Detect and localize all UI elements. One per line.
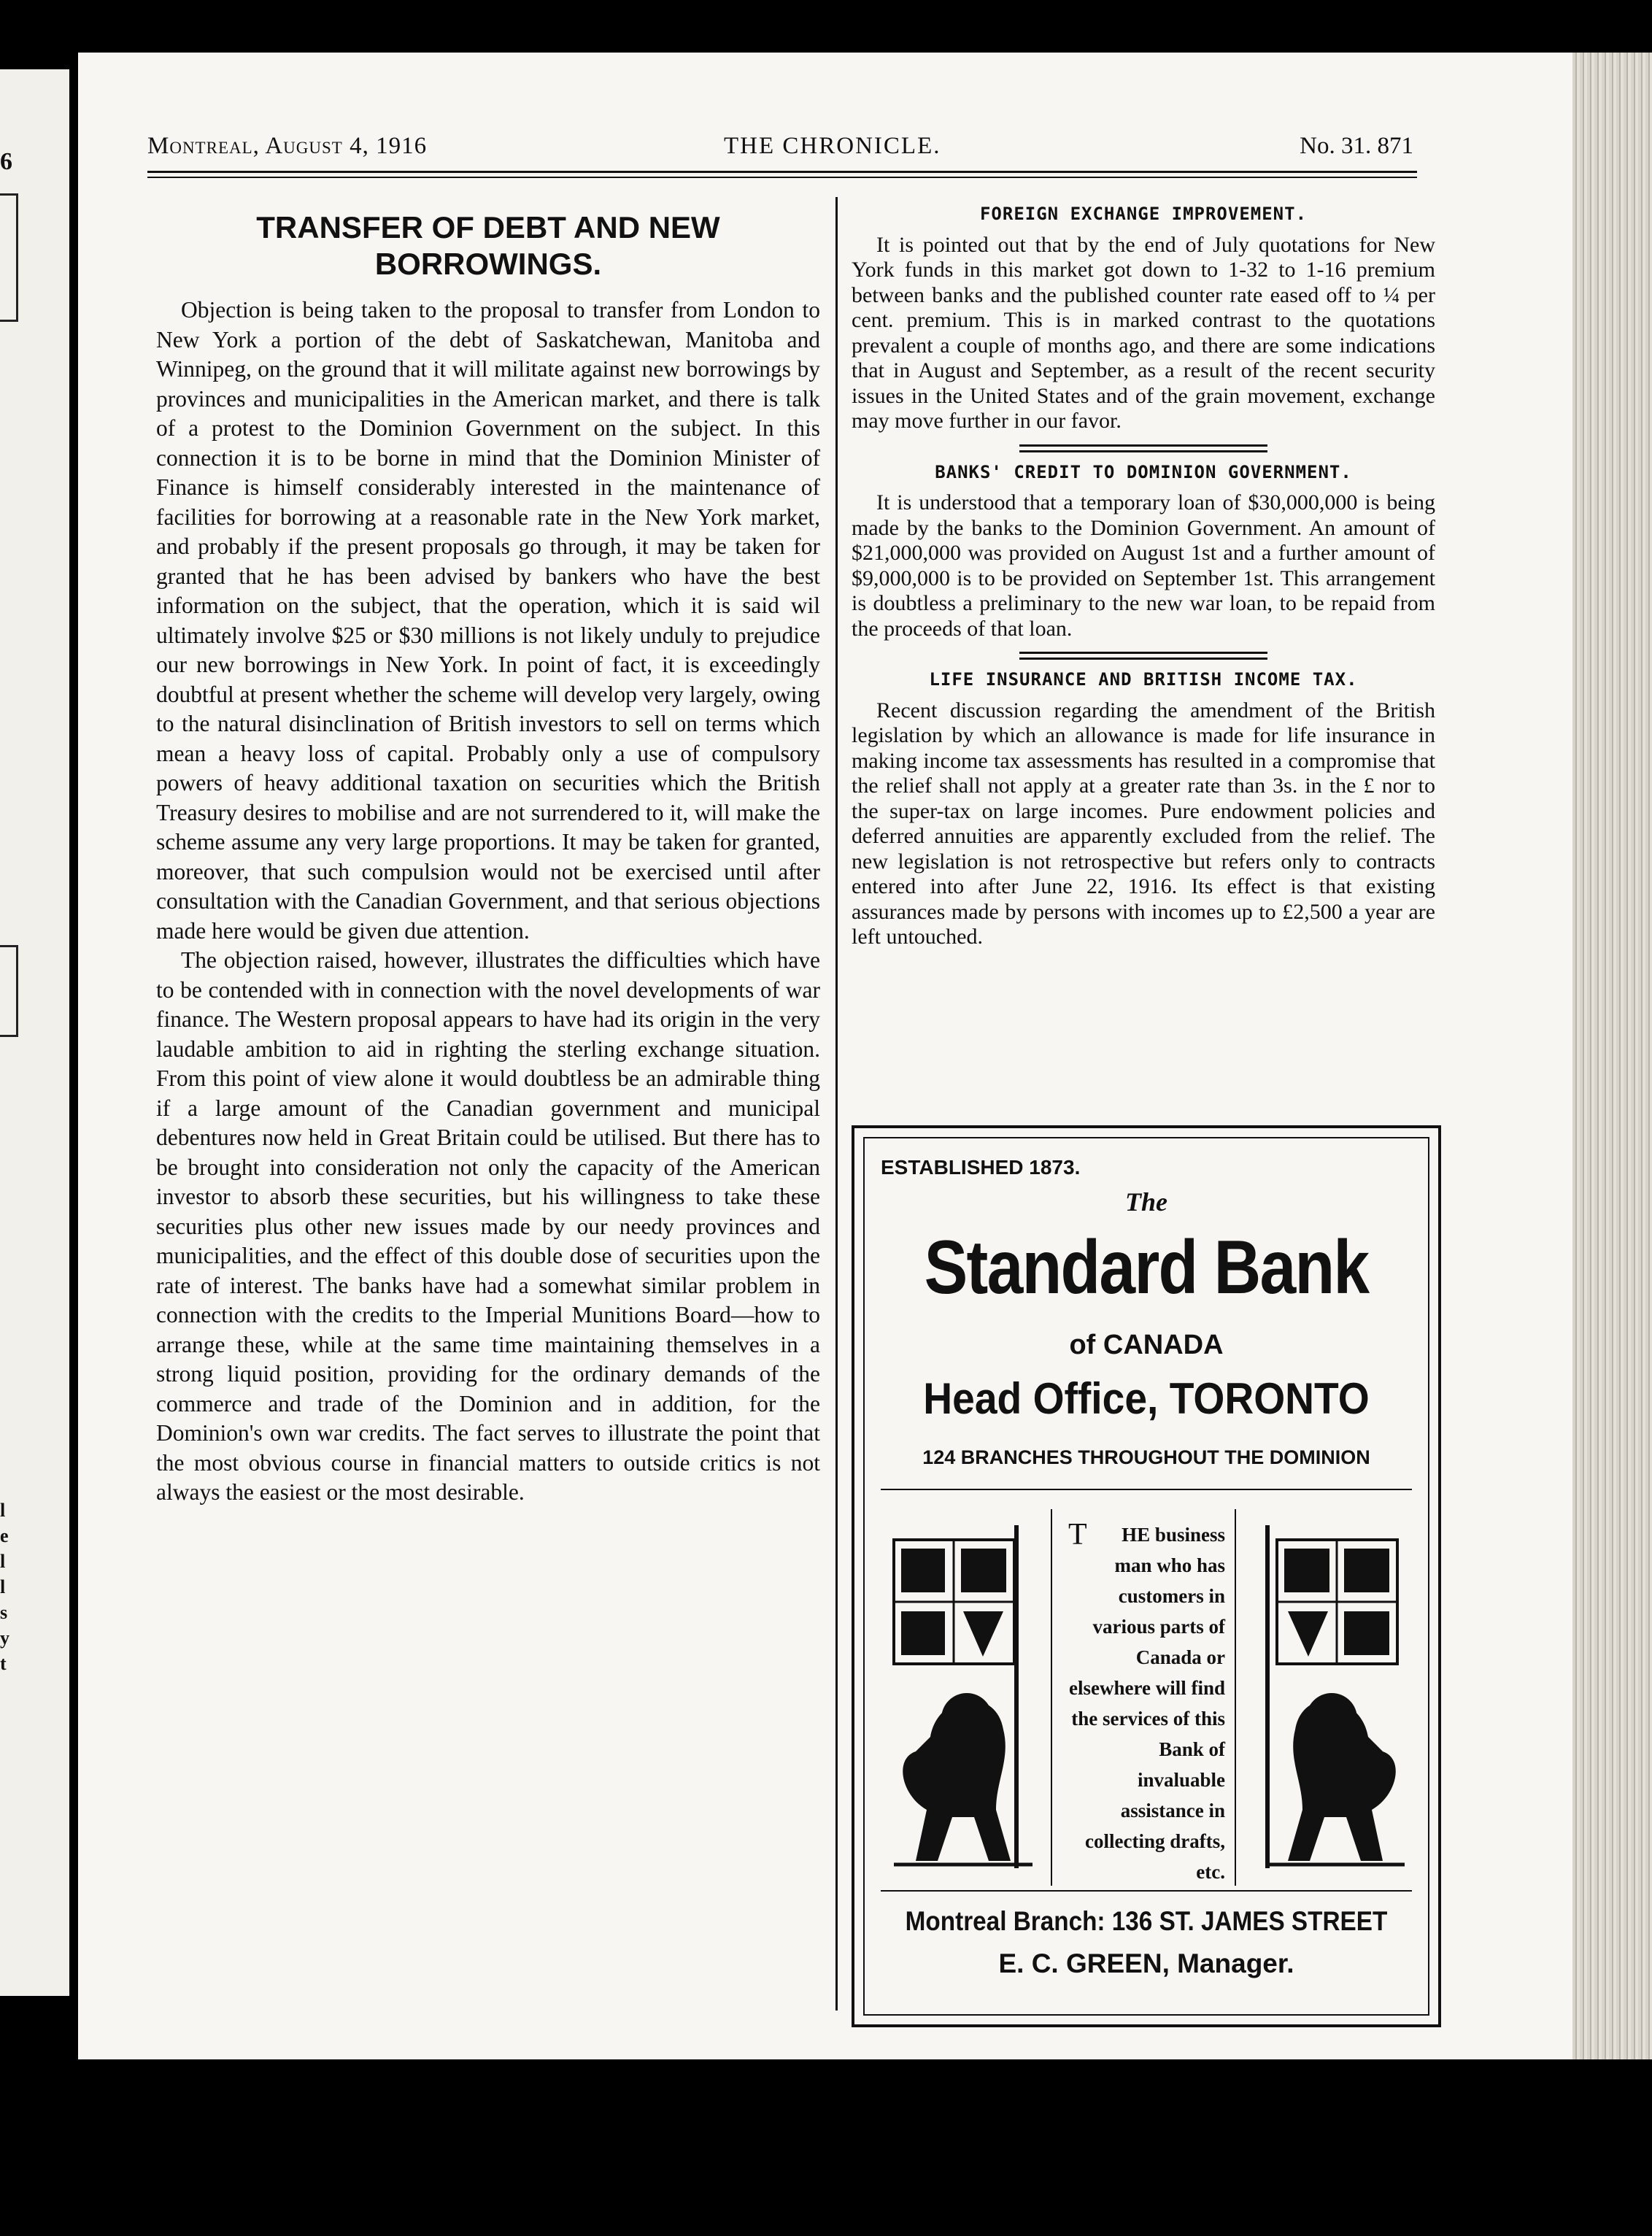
- ad-of-canada: of CANADA: [1069, 1330, 1224, 1360]
- coat-of-arms-icon: [887, 1518, 1040, 1875]
- ad-dropcap: T: [1068, 1518, 1087, 1551]
- left-page-fragment: y: [0, 1627, 9, 1649]
- ad-manager: E. C. GREEN, Manager.: [998, 1948, 1294, 1978]
- left-page-fragment: e: [0, 1525, 9, 1546]
- article-separator: [1019, 652, 1267, 660]
- ad-branches: 124 BRANCHES THROUGHOUT THE DOMINION: [922, 1446, 1370, 1468]
- main-article-paragraph: Objection is being taken to the proposal to transfer from London to New York a portion of the debt of Saskatchewan, Manitoba and Winnipeg, on the ground that it will militate against new borrowings by provinces and municipalities in the American market, and there is talk of a protest to the Dominion Government on the subject. In this connection it is to be borne in mind that the Dominion Minister of Finance is himself considerably interested in the maintenance of facilities for borrowing at a reasonable rate in the New York market, and probably if the present proposals go through, it may be taken for granted that he has been advised by bankers who have the best information on the subject, that the operation, which it is said wil ultimately involve $25 or $30 millions is not likely unduly to prejudice our new borrowings in New York. In point of fact, it is exceedingly doubtful at present whether the scheme will develop very largely, owing to the natural disinclination of British investors to sell on terms which mean a heavy loss of capital. Probably only a use of compulsory powers of heavy additional taxation on securities which the British Treasury desires to mobilise and are not surrendered to it, will make the scheme assume any very large proportions. It may be taken for granted, moreover, that such compulsion would not be exercised until after consultation with the Canadian Government, and that serious objections made here would be given due attention.: [156, 297, 820, 944]
- ad-services-text-block: [1068, 1519, 1225, 1887]
- left-page-fragment: l: [0, 1576, 6, 1597]
- ad-rule: [881, 1489, 1412, 1490]
- article-text-life-insurance: Recent discussion regarding the amendment of the British legislation by which an allowance is made for life insurance in making income tax assessments has resulted in a compromise that the relief shall not apply at a greater rate than 3s. in the £ nor to the super-tax on large incomes. Pure endowment policies and deferred annuities are apparently excluded from the relief. The new legislation is not retrospective but refers only to contracts entered into after June 22, 1916. Its effect is that existing assurances made by persons with incomes up to £2,500 a year are left untouched.: [852, 698, 1435, 949]
- right-column: [852, 197, 1435, 950]
- column-divider: [835, 197, 838, 2011]
- left-page-fragment: t: [0, 1653, 7, 1674]
- header-masthead: THE CHRONICLE.: [724, 133, 941, 159]
- article-text-banks-credit: It is understood that a temporary loan of $30,000,000 is being made by the banks to the Dominion Government. An amount of $21,000,000 was provided on August 1st and a further amount of $9,000,000 is to be provided on September 1st. This arrangement is doubtless a preliminary to the new war loan, to be repaid from the proceeds of that loan.: [852, 490, 1435, 641]
- page-header: [147, 133, 1413, 166]
- left-page-rule: [0, 945, 18, 1037]
- left-page-fragment: s: [0, 1602, 8, 1623]
- standard-bank-advertisement: [852, 1125, 1441, 2027]
- ad-services-text: HE business man who has customers in various parts of Canada or elsewhere will find the services of this Bank of invaluable assistance in collecting drafts, etc.: [1069, 1524, 1225, 1883]
- article-title-foreign-exchange: FOREIGN EXCHANGE IMPROVEMENT.: [979, 204, 1308, 224]
- main-article-paragraph: The objection raised, however, illustrates the difficulties which have to be contended with in connection with the novel developments of war finance. The Western proposal appears to have had its origin in the very laudable ambition to aid in righting the sterling exchange situation. From this point of view alone it would doubtless be an admirable thing if a large amount of the Canadian government and municipal debentures now held in Great Britain could be utilised. But there has to be brought into consideration not only the capacity of the American investor to absorb these securities, but his willingness to take these securities plus other new issues made by our needy provinces and municipalities, and the effect of this double dose of securities upon the rate of interest. The banks have had a somewhat similar problem in connection with the credits to the Imperial Munitions Board—how to arrange these, while at the same time maintaining themselves in a strong liquid position, providing for the ordinary demands of the commerce and trade of the Dominion and in addition, for the Dominion's own war credits. The fact serves to illustrate the point that the most obvious course in financial matters to outside critics is not always the easiest or the most desirable.: [156, 947, 820, 1505]
- header-rule: [147, 177, 1417, 178]
- left-page-edge: [0, 69, 69, 1996]
- ad-rule: [881, 1890, 1412, 1892]
- ad-inner-border: [863, 1137, 1429, 2016]
- header-dateline: Montreal, August 4, 1916: [147, 133, 428, 159]
- left-page-rule: [0, 193, 18, 322]
- coat-of-arms-icon: [1259, 1518, 1412, 1875]
- article-title-banks-credit: BANKS' CREDIT TO DOMINION GOVERNMENT.: [935, 461, 1352, 482]
- main-article: [156, 209, 820, 1508]
- main-article-title: TRANSFER OF DEBT AND NEW BORROWINGS.: [256, 210, 720, 281]
- article-separator: [1019, 444, 1267, 452]
- ad-services-panel: [1051, 1509, 1236, 1886]
- left-page-fragment: l: [0, 1500, 6, 1521]
- ad-established: ESTABLISHED 1873.: [881, 1156, 1081, 1179]
- ad-montreal-branch: Montreal Branch: 136 ST. JAMES STREET: [905, 1906, 1388, 1936]
- article-text-foreign-exchange: It is pointed out that by the end of July quotations for New York funds in this market got down to 1-32 to 1-16 premium between banks and the published counter rate eased off to ¼ per cent. premium. This is in marked contrast to the quotations prevalent a couple of months ago, and there are some indications that in August and September, as a result of the recent security issues in the United States and of the grain movement, exchange may move further in our favor.: [852, 232, 1435, 433]
- left-page-fragment: 6: [0, 148, 12, 175]
- article-title-life-insurance: LIFE INSURANCE AND BRITISH INCOME TAX.: [929, 669, 1358, 690]
- ad-head-office: Head Office, TORONTO: [923, 1374, 1370, 1423]
- ad-bank-name: Standard Bank: [924, 1225, 1369, 1310]
- header-issue-number: No. 31. 871: [1300, 133, 1413, 159]
- header-rule: [147, 171, 1417, 173]
- ad-the: The: [1125, 1187, 1167, 1217]
- left-page-fragment: l: [0, 1551, 6, 1572]
- book-page-edges: [1572, 53, 1652, 2059]
- page-content: [78, 53, 1574, 2059]
